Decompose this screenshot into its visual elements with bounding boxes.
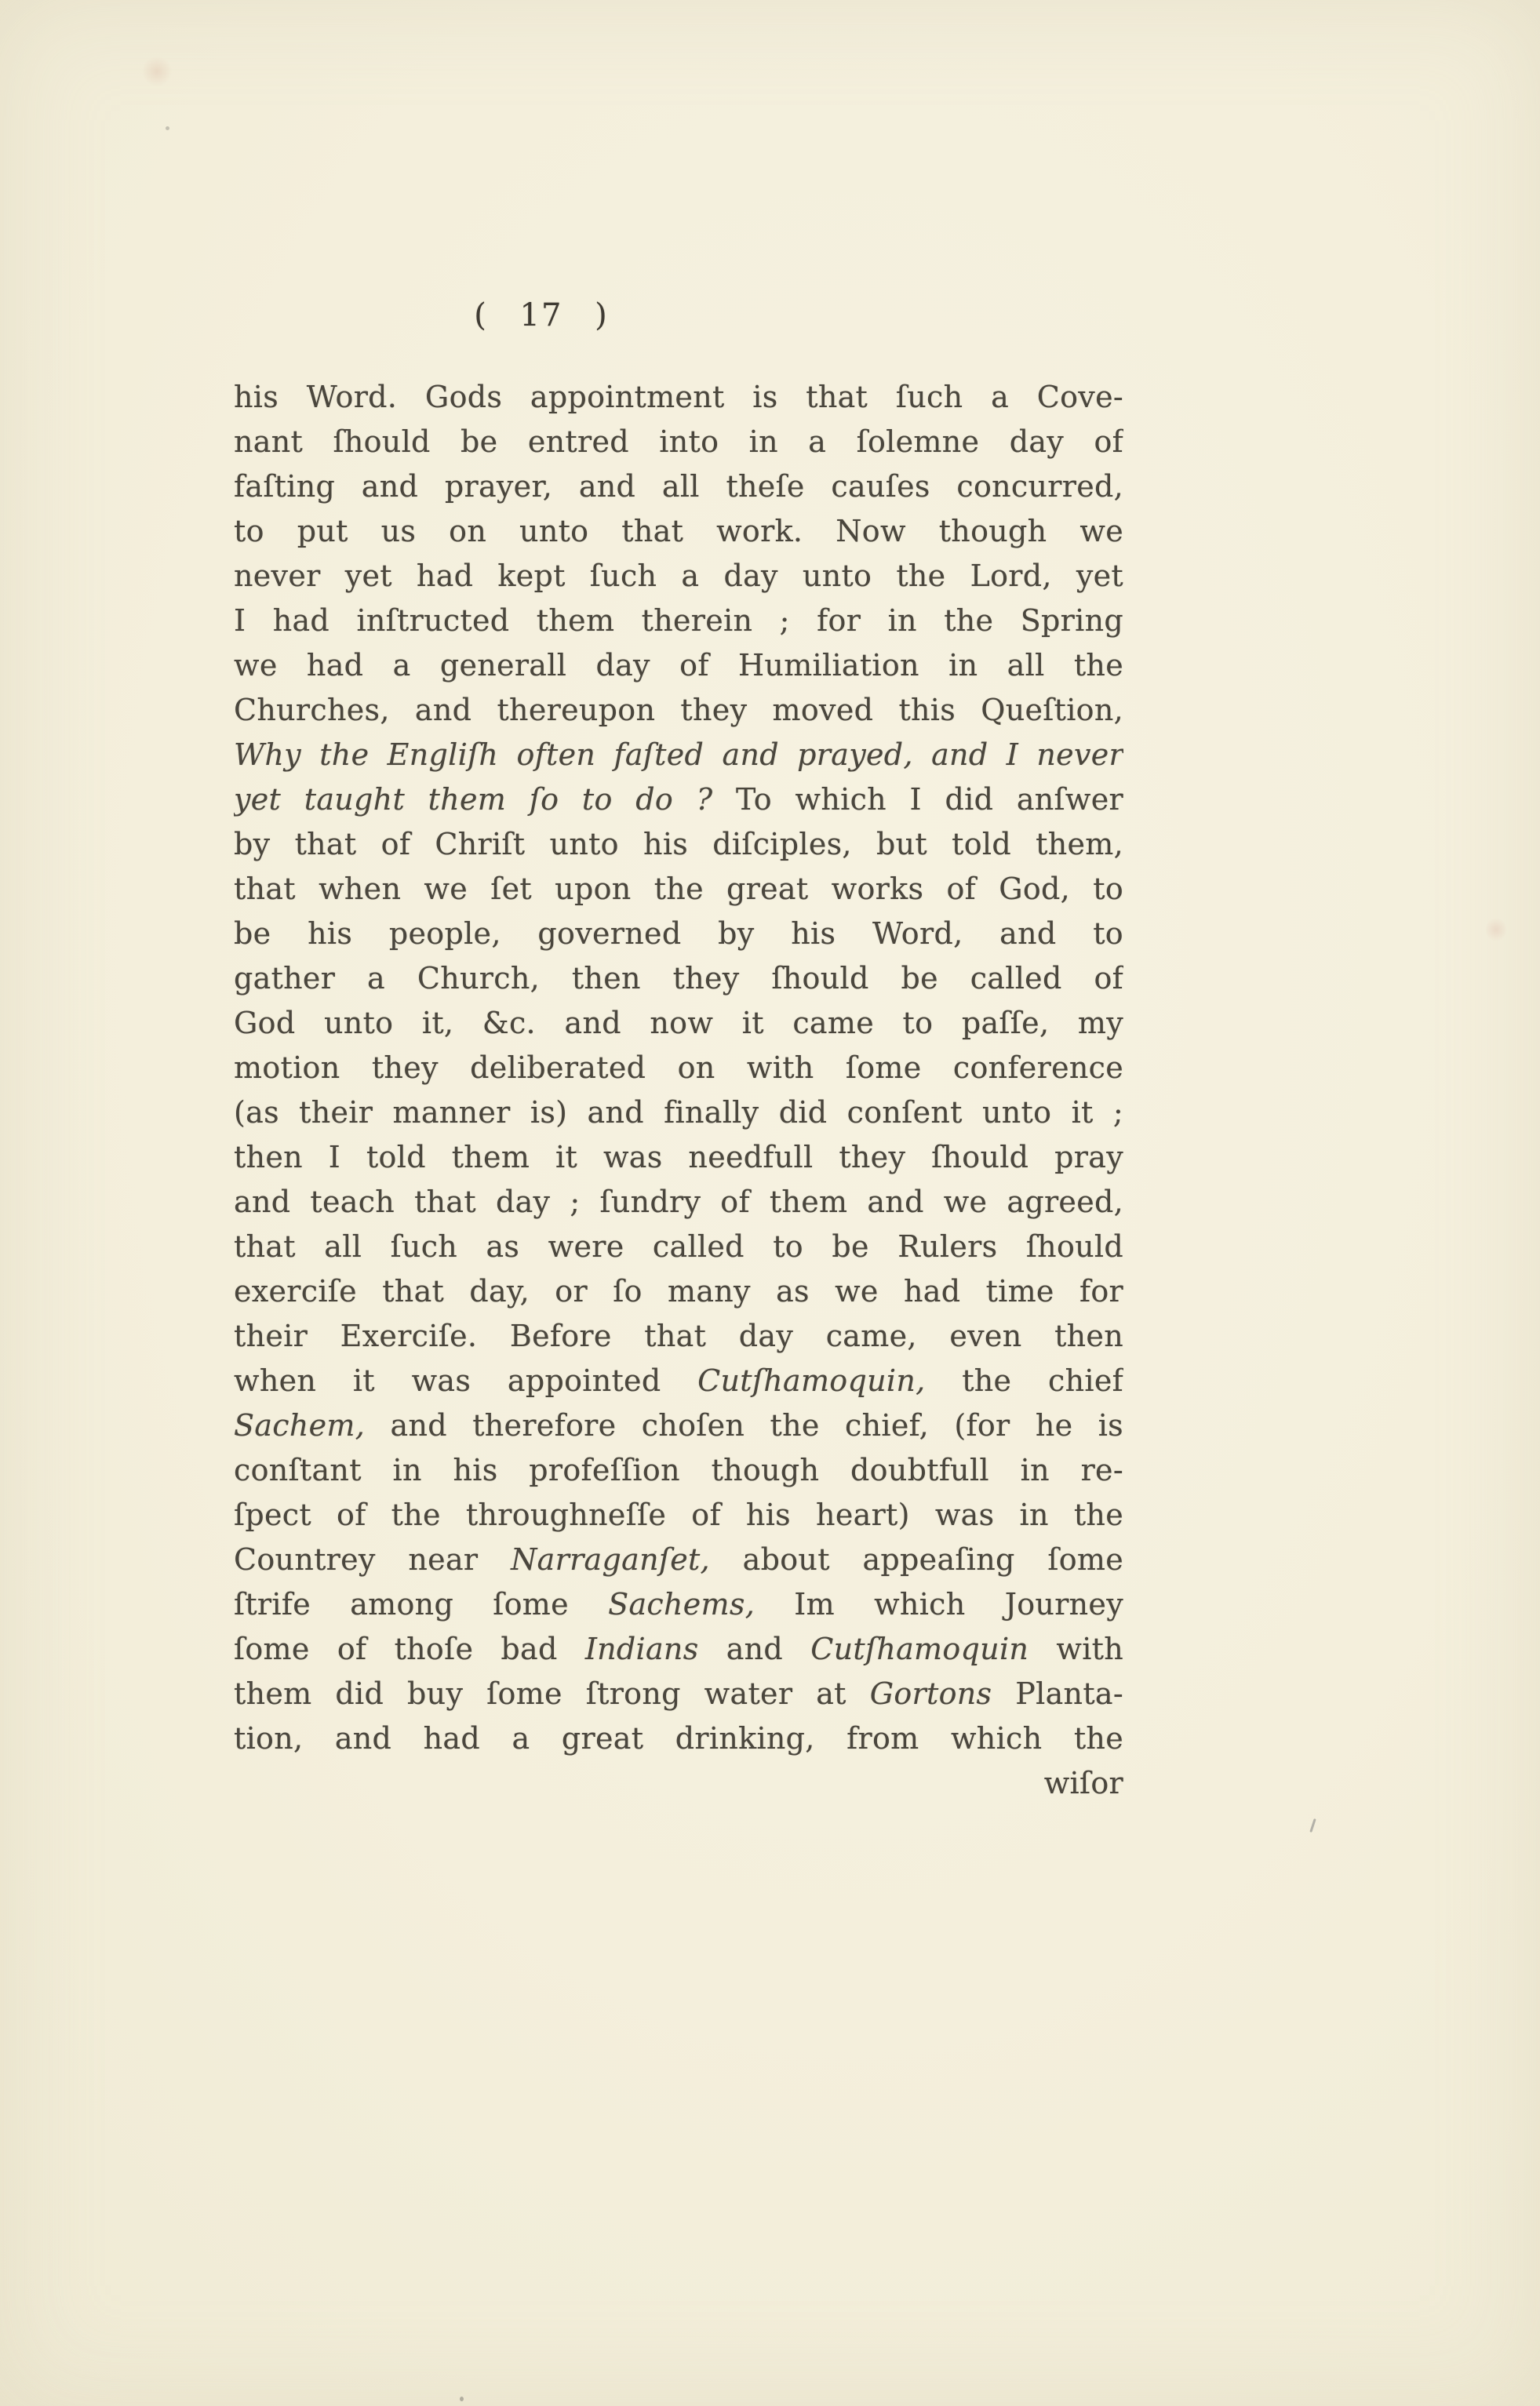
text-line: motion they deliberated on with ſome conference	[234, 1050, 1123, 1085]
text-line: Why the Engliſh often faſted and prayed, and I never	[234, 737, 1123, 772]
text-line: his Word. Gods appointment is that ſuch a Cove-	[234, 380, 1123, 414]
text-line: that all ſuch as were called to be Rulers ſhould	[234, 1229, 1123, 1264]
text-line: conſtant in his profeſſion though doubtfull in re-	[234, 1453, 1123, 1487]
text-line: Countrey near Narraganſet, about appeaſing ſome	[234, 1542, 1123, 1577]
text-line: we had a generall day of Humiliation in all the	[234, 648, 1123, 682]
page-number: ( 17 )	[474, 297, 609, 333]
paper-stain	[141, 56, 173, 86]
paper-speck	[166, 126, 169, 130]
text-line: exerciſe that day, or ſo many as we had time for	[234, 1274, 1123, 1309]
text-line: ſome of thoſe bad Indians and Cutſhamoquin with	[234, 1632, 1123, 1666]
text-line: Churches, and thereupon they moved this Queſtion,	[234, 693, 1123, 727]
catchword: wiſor	[1043, 1766, 1123, 1800]
text-line: that when we ſet upon the great works of God, to	[234, 872, 1123, 906]
text-line: by that of Chriſt unto his diſciples, but told them,	[234, 827, 1123, 861]
text-line: nant ſhould be entred into in a ſolemne day of	[234, 424, 1123, 459]
body-text	[234, 375, 1123, 1806]
text-line: and teach that day ; ſundry of them and we agreed,	[234, 1185, 1123, 1219]
pencil-mark	[1309, 1818, 1316, 1833]
text-line: when it was appointed Cutſhamoquin, the chief	[234, 1363, 1123, 1398]
text-line: their Exerciſe. Before that day came, even then	[234, 1319, 1123, 1353]
paper-speck	[460, 2397, 464, 2401]
text-line: tion, and had a great drinking, from which the	[234, 1721, 1123, 1756]
text-line: then I told them it was needfull they ſhould pray	[234, 1140, 1123, 1174]
text-line: be his people, governed by his Word, and to	[234, 916, 1123, 951]
text-line: I had inſtructed them therein ; for in the Spring	[234, 603, 1123, 638]
text-line: yet taught them ſo to do ? To which I did anſwer	[234, 782, 1123, 817]
text-line: faſting and prayer, and all theſe cauſes concurred,	[234, 469, 1123, 504]
text-line: Sachem, and therefore choſen the chief, (for he is	[234, 1408, 1123, 1443]
text-line: (as their manner is) and finally did conſent unto it ;	[234, 1095, 1123, 1130]
text-line: gather a Church, then they ſhould be called of	[234, 961, 1123, 996]
text-line: to put us on unto that work. Now though we	[234, 514, 1123, 548]
text-line: them did buy ſome ſtrong water at Gortons Planta-	[234, 1676, 1123, 1711]
paper-stain	[1486, 916, 1506, 943]
text-line: ſtrife among ſome Sachems, Im which Journey	[234, 1587, 1123, 1622]
text-line: ſpect of the throughneſſe of his heart) was in the	[234, 1498, 1123, 1532]
text-line: God unto it, &c. and now it came to paſſe, my	[234, 1006, 1123, 1040]
text-line: never yet had kept ſuch a day unto the Lord, yet	[234, 559, 1123, 593]
